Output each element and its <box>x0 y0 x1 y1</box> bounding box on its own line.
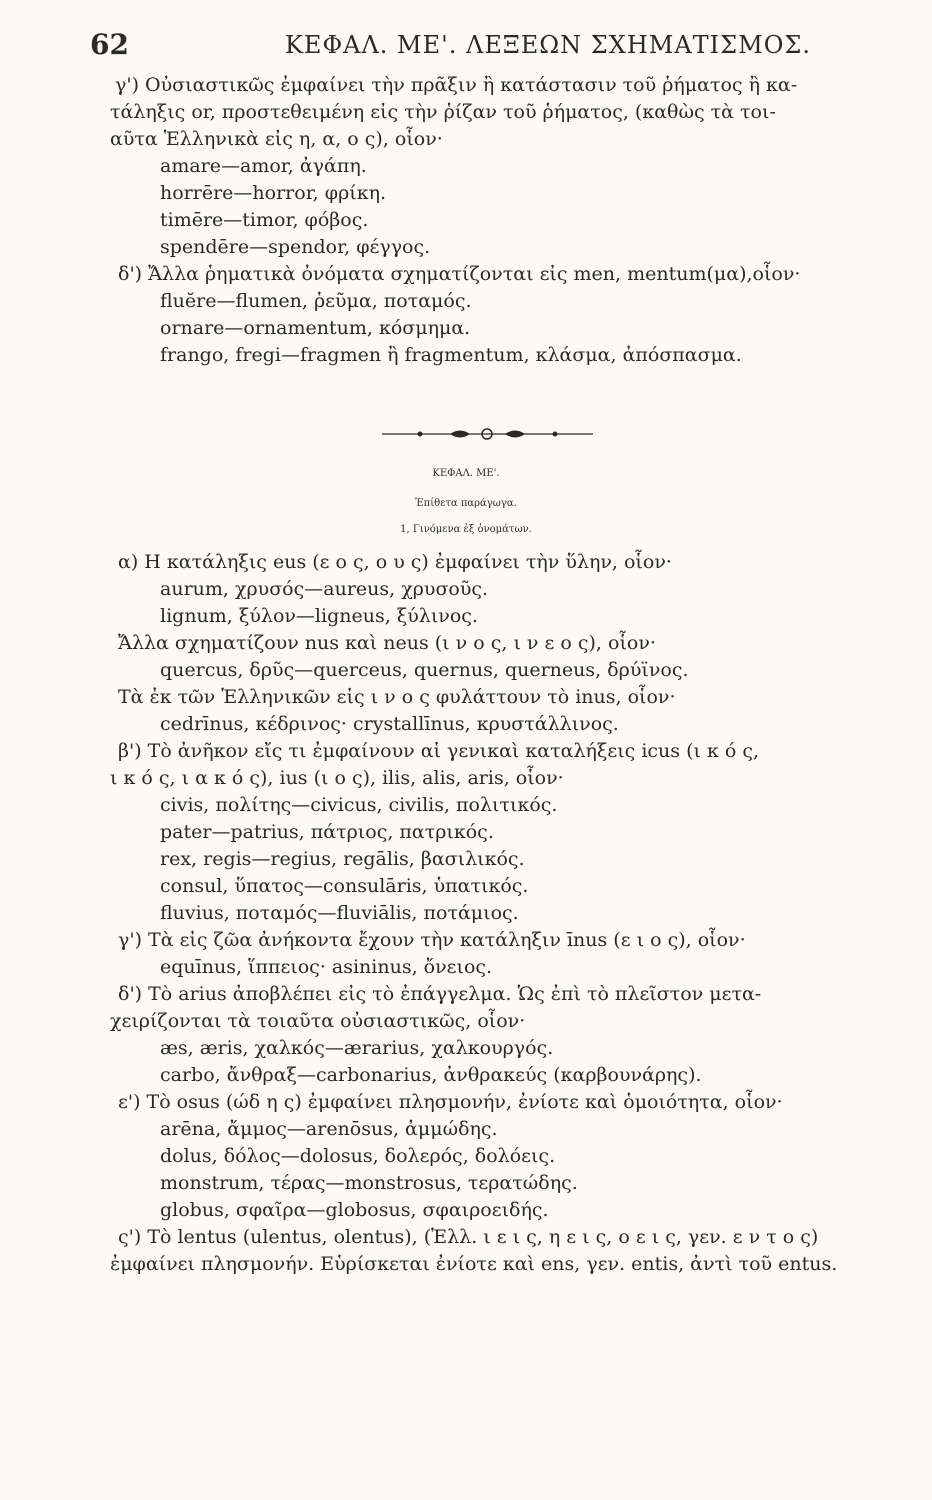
text-line: lignum, ξύλον—ligneus, ξύλινος. <box>160 605 478 627</box>
text-line: arēna, ἄμμος—arenōsus, ἀμμώδης. <box>160 1118 498 1140</box>
text-line: Ἄλλα σχηματίζουν nus καὶ neus (ι ν ο ς, ι ν ε ο ς), οἷον· <box>118 632 656 654</box>
text-line: spendēre—spendor, φέγγος. <box>160 236 431 258</box>
text-line: δ') Τὸ arius ἀποβλέπει εἰς τὸ ἐπάγγελμα. Ὡς ἐπὶ τὸ πλεῖστον μετα- <box>118 983 762 1005</box>
text-line: civis, πολίτης—civicus, civilis, πολιτικός. <box>160 794 558 816</box>
text-line: pater—patrius, πάτριος, πατρικός. <box>160 821 494 843</box>
text-line: equīnus, ἵππειος· asininus, ὄνειος. <box>160 956 493 978</box>
text-line: amare—amor, ἀγάπη. <box>160 155 367 177</box>
text-line: ἐμφαίνει πλησμονήν. Εὑρίσκεται ἐνίοτε καὶ ens, γεν. entis, ἀντὶ τοῦ entus. <box>110 1253 838 1275</box>
text-line: ornare—ornamentum, κόσμημα. <box>160 317 471 339</box>
text-line: quercus, δρῦς—querceus, quernus, querneus, δρύϊνος. <box>160 659 689 681</box>
text-line: consul, ὕπατος—consulāris, ὑπατικός. <box>160 875 529 897</box>
text-line: ι κ ό ς, ι α κ ό ς), ius (ι ο ς), ilis, alis, aris, οἷον· <box>110 767 564 789</box>
text-line: δ') Ἄλλα ῥηματικὰ ὀνόματα σχηματίζονται εἰς men, mentum(μα),οἷον· <box>118 263 801 285</box>
text-line: Τὰ ἐκ τῶν Ἑλληνικῶν εἰς ι ν ο ς φυλάττουν τὸ inus, οἷον· <box>118 686 676 708</box>
text-line: cedrīnus, κέδρινος· crystallīnus, κρυστάλλινος. <box>160 713 619 735</box>
text-line: æs, æris, χαλκός—ærarius, χαλκουργός. <box>160 1037 554 1059</box>
text-line: horrēre—horror, φρίκη. <box>160 182 386 204</box>
text-line: ς') Τὸ lentus (ulentus, olentus), (Ἑλλ. ι ε ι ς, η ε ι ς, ο ε ι ς, γεν. ε ν τ ο ς) <box>118 1226 819 1248</box>
section-heading: Ἐπίθετα παράγωγα. <box>415 498 517 509</box>
text-line: aurum, χρυσός—aureus, χρυσοῦς. <box>160 578 489 600</box>
text-line: β') Τὸ ἀνῆκον εἴς τι ἐμφαίνουν αἱ γενικαὶ καταλήξεις icus (ι κ ό ς, <box>118 740 760 762</box>
text-line: timēre—timor, φόβος. <box>160 209 369 231</box>
text-line: rex, regis—regius, regālis, βασιλικός. <box>160 848 525 870</box>
page-number: 62 <box>90 28 129 61</box>
text-line: α) Η κατάληξις eus (ε ο ς, ο υ ς) ἐμφαίνει τὴν ὕλην, οἷον· <box>118 551 672 573</box>
text-line: τάληξις or, προστεθειμένη εἰς τὴν ῥίζαν τοῦ ῥήματος, (καθὼς τὰ τοι- <box>110 101 776 123</box>
chapter-heading: ΚΕΦΑΛ. ΜΕ'. <box>432 468 500 479</box>
text-line: fluĕre—flumen, ῥεῦμα, ποταμός. <box>160 290 472 312</box>
subsection-heading: 1, Γινόμενα ἐξ ὀνομάτων. <box>400 524 532 535</box>
text-line: dolus, δόλος—dolosus, δολερός, δολόεις. <box>160 1145 556 1167</box>
page-header <box>0 28 932 68</box>
text-line: globus, σφαῖρα—globosus, σφαιροειδής. <box>160 1199 549 1221</box>
text-line: γ') Οὐσιαστικῶς ἐμφαίνει τὴν πρᾶξιν ἢ κατάστασιν τοῦ ῥήματος ἢ κα- <box>115 74 798 96</box>
text-line: frango, fregi—fragmen ἢ fragmentum, κλάσμα, ἀπόσπασμα. <box>160 344 742 366</box>
text-line: fluvius, ποταμός—fluviālis, ποτάμιος. <box>160 902 519 924</box>
text-line: ε') Τὸ osus (ώδ η ς) ἐμφαίνει πλησμονήν, ἐνίοτε καὶ ὁμοιότητα, οἷον· <box>118 1091 783 1113</box>
running-title: ΚΕΦΑΛ. ΜΕ'. ΛΕΞΕΩΝ ΣΧΗΜΑΤΙΣΜΟΣ. <box>285 31 811 59</box>
text-line: monstrum, τέρας—monstrosus, τερατώδης. <box>160 1172 578 1194</box>
ornament-divider <box>380 426 595 442</box>
text-line: χειρίζονται τὰ τοιαῦτα οὐσιαστικῶς, οἷον· <box>110 1010 526 1032</box>
text-line: γ') Τὰ εἰς ζῶα ἀνήκοντα ἔχουν τὴν κατάληξιν īnus (ε ι ο ς), οἷον· <box>118 929 746 951</box>
text-line: αῦτα Ἑλληνικὰ εἰς η, α, ο ς), οἷον· <box>110 128 443 150</box>
text-line: carbo, ἄνθραξ—carbonarius, ἀνθρακεύς (καρβουνάρης). <box>160 1064 702 1086</box>
